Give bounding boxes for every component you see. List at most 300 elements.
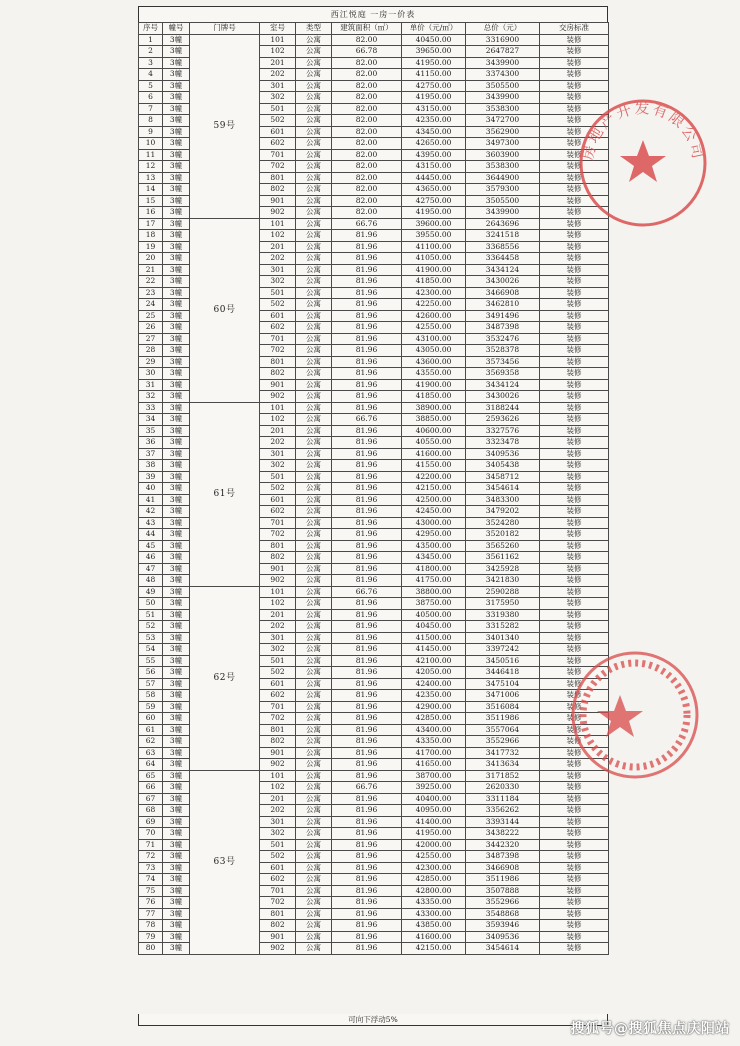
- room-cell: 701: [260, 149, 296, 161]
- type-cell: 公寓: [296, 402, 332, 414]
- total-price-cell: 3442320: [466, 839, 540, 851]
- unit-price-cell: 42900.00: [402, 701, 466, 713]
- type-cell: 公寓: [296, 897, 332, 909]
- room-cell: 701: [260, 333, 296, 345]
- building-cell: 3幢: [163, 92, 190, 104]
- delivery-standard-cell: 装修: [540, 828, 609, 840]
- area-cell: 82.00: [332, 34, 402, 46]
- serial-cell: 80: [139, 943, 163, 955]
- unit-price-cell: 41900.00: [402, 379, 466, 391]
- serial-cell: 28: [139, 345, 163, 357]
- serial-cell: 48: [139, 575, 163, 587]
- type-cell: 公寓: [296, 632, 332, 644]
- total-price-cell: 3439900: [466, 92, 540, 104]
- total-price-cell: 3397242: [466, 644, 540, 656]
- area-cell: 81.96: [332, 805, 402, 817]
- delivery-standard-cell: 装修: [540, 80, 609, 92]
- area-cell: 82.00: [332, 161, 402, 173]
- building-cell: 3幢: [163, 437, 190, 449]
- room-cell: 601: [260, 310, 296, 322]
- room-cell: 301: [260, 80, 296, 92]
- serial-cell: 11: [139, 149, 163, 161]
- room-cell: 502: [260, 115, 296, 127]
- delivery-standard-cell: 装修: [540, 345, 609, 357]
- price-table: [138, 22, 609, 955]
- type-cell: 公寓: [296, 345, 332, 357]
- type-cell: 公寓: [296, 690, 332, 702]
- area-cell: 81.96: [332, 598, 402, 610]
- unit-number-cell: 60号: [190, 218, 260, 402]
- room-cell: 602: [260, 138, 296, 150]
- total-price-cell: 3487398: [466, 851, 540, 863]
- delivery-standard-cell: 装修: [540, 713, 609, 725]
- type-cell: 公寓: [296, 414, 332, 426]
- room-cell: 101: [260, 586, 296, 598]
- delivery-standard-cell: 装修: [540, 414, 609, 426]
- unit-price-cell: 42200.00: [402, 471, 466, 483]
- serial-cell: 23: [139, 287, 163, 299]
- serial-cell: 68: [139, 805, 163, 817]
- serial-cell: 17: [139, 218, 163, 230]
- building-cell: 3幢: [163, 816, 190, 828]
- delivery-standard-cell: 装修: [540, 184, 609, 196]
- header-cell: 单价（元/㎡）: [402, 23, 466, 35]
- room-cell: 302: [260, 460, 296, 472]
- delivery-standard-cell: 装修: [540, 839, 609, 851]
- total-price-cell: 3458712: [466, 471, 540, 483]
- room-cell: 601: [260, 862, 296, 874]
- serial-cell: 58: [139, 690, 163, 702]
- building-cell: 3幢: [163, 747, 190, 759]
- building-cell: 3幢: [163, 448, 190, 460]
- seal-text: 房地产开发有限公司: [578, 98, 708, 162]
- serial-cell: 38: [139, 460, 163, 472]
- type-cell: 公寓: [296, 667, 332, 679]
- room-cell: 702: [260, 897, 296, 909]
- total-price-cell: 3188244: [466, 402, 540, 414]
- type-cell: 公寓: [296, 483, 332, 495]
- unit-price-cell: 42750.00: [402, 195, 466, 207]
- unit-price-cell: 42950.00: [402, 529, 466, 541]
- area-cell: 81.96: [332, 540, 402, 552]
- delivery-standard-cell: 装修: [540, 529, 609, 541]
- serial-cell: 52: [139, 621, 163, 633]
- room-cell: 901: [260, 379, 296, 391]
- building-cell: 3幢: [163, 724, 190, 736]
- room-cell: 201: [260, 793, 296, 805]
- total-price-cell: 3171852: [466, 770, 540, 782]
- area-cell: 81.96: [332, 885, 402, 897]
- delivery-standard-cell: 装修: [540, 195, 609, 207]
- area-cell: 81.96: [332, 230, 402, 242]
- room-cell: 901: [260, 931, 296, 943]
- table-row: [139, 402, 609, 414]
- room-cell: 601: [260, 678, 296, 690]
- building-cell: 3幢: [163, 379, 190, 391]
- serial-cell: 16: [139, 207, 163, 219]
- unit-price-cell: 38850.00: [402, 414, 466, 426]
- type-cell: 公寓: [296, 471, 332, 483]
- total-price-cell: 3430026: [466, 391, 540, 403]
- total-price-cell: 3472700: [466, 115, 540, 127]
- building-cell: 3幢: [163, 483, 190, 495]
- area-cell: 82.00: [332, 149, 402, 161]
- area-cell: 81.96: [332, 908, 402, 920]
- building-cell: 3幢: [163, 69, 190, 81]
- total-price-cell: 3483300: [466, 494, 540, 506]
- total-price-cell: 3413634: [466, 759, 540, 771]
- room-cell: 102: [260, 414, 296, 426]
- serial-cell: 6: [139, 92, 163, 104]
- area-cell: 82.00: [332, 69, 402, 81]
- room-cell: 901: [260, 563, 296, 575]
- unit-price-cell: 43150.00: [402, 103, 466, 115]
- building-cell: 3幢: [163, 885, 190, 897]
- room-cell: 501: [260, 103, 296, 115]
- area-cell: 81.96: [332, 874, 402, 886]
- area-cell: 81.96: [332, 299, 402, 311]
- delivery-standard-cell: 装修: [540, 138, 609, 150]
- delivery-standard-cell: 装修: [540, 862, 609, 874]
- total-price-cell: 3439900: [466, 207, 540, 219]
- delivery-standard-cell: 装修: [540, 46, 609, 58]
- type-cell: 公寓: [296, 460, 332, 472]
- serial-cell: 43: [139, 517, 163, 529]
- serial-cell: 40: [139, 483, 163, 495]
- unit-price-cell: 40600.00: [402, 425, 466, 437]
- delivery-standard-cell: 装修: [540, 759, 609, 771]
- total-price-cell: 3401340: [466, 632, 540, 644]
- total-price-cell: 3573456: [466, 356, 540, 368]
- building-cell: 3幢: [163, 793, 190, 805]
- delivery-standard-cell: 装修: [540, 230, 609, 242]
- room-cell: 601: [260, 126, 296, 138]
- total-price-cell: 3425928: [466, 563, 540, 575]
- area-cell: 82.00: [332, 80, 402, 92]
- room-cell: 702: [260, 529, 296, 541]
- serial-cell: 45: [139, 540, 163, 552]
- total-price-cell: 3593946: [466, 920, 540, 932]
- serial-cell: 30: [139, 368, 163, 380]
- type-cell: 公寓: [296, 184, 332, 196]
- type-cell: 公寓: [296, 552, 332, 564]
- building-cell: 3幢: [163, 138, 190, 150]
- delivery-standard-cell: 装修: [540, 575, 609, 587]
- area-cell: 81.96: [332, 851, 402, 863]
- area-cell: 81.96: [332, 862, 402, 874]
- building-cell: 3幢: [163, 287, 190, 299]
- delivery-standard-cell: 装修: [540, 690, 609, 702]
- area-cell: 66.76: [332, 782, 402, 794]
- table-row: [139, 770, 609, 782]
- total-price-cell: 2647827: [466, 46, 540, 58]
- serial-cell: 26: [139, 322, 163, 334]
- building-cell: 3幢: [163, 678, 190, 690]
- type-cell: 公寓: [296, 299, 332, 311]
- type-cell: 公寓: [296, 138, 332, 150]
- area-cell: 82.00: [332, 184, 402, 196]
- area-cell: 82.00: [332, 92, 402, 104]
- room-cell: 301: [260, 816, 296, 828]
- area-cell: 82.00: [332, 57, 402, 69]
- unit-price-cell: 42300.00: [402, 862, 466, 874]
- serial-cell: 14: [139, 184, 163, 196]
- total-price-cell: 3405438: [466, 460, 540, 472]
- total-price-cell: 3438222: [466, 828, 540, 840]
- area-cell: 81.96: [332, 460, 402, 472]
- delivery-standard-cell: 装修: [540, 287, 609, 299]
- serial-cell: 19: [139, 241, 163, 253]
- total-price-cell: 3409536: [466, 448, 540, 460]
- serial-cell: 21: [139, 264, 163, 276]
- delivery-standard-cell: 装修: [540, 598, 609, 610]
- total-price-cell: 3323478: [466, 437, 540, 449]
- area-cell: 81.96: [332, 264, 402, 276]
- serial-cell: 51: [139, 609, 163, 621]
- building-cell: 3幢: [163, 552, 190, 564]
- type-cell: 公寓: [296, 724, 332, 736]
- type-cell: 公寓: [296, 575, 332, 587]
- area-cell: 81.96: [332, 678, 402, 690]
- serial-cell: 41: [139, 494, 163, 506]
- area-cell: 81.96: [332, 644, 402, 656]
- unit-price-cell: 43350.00: [402, 897, 466, 909]
- unit-price-cell: 41950.00: [402, 207, 466, 219]
- building-cell: 3幢: [163, 839, 190, 851]
- delivery-standard-cell: 装修: [540, 310, 609, 322]
- serial-cell: 53: [139, 632, 163, 644]
- serial-cell: 59: [139, 701, 163, 713]
- building-cell: 3幢: [163, 828, 190, 840]
- type-cell: 公寓: [296, 816, 332, 828]
- total-price-cell: 3462810: [466, 299, 540, 311]
- type-cell: 公寓: [296, 839, 332, 851]
- room-cell: 902: [260, 391, 296, 403]
- room-cell: 602: [260, 690, 296, 702]
- type-cell: 公寓: [296, 517, 332, 529]
- area-cell: 81.96: [332, 379, 402, 391]
- total-price-cell: 3487398: [466, 322, 540, 334]
- room-cell: 101: [260, 34, 296, 46]
- area-cell: 81.96: [332, 575, 402, 587]
- room-cell: 902: [260, 759, 296, 771]
- type-cell: 公寓: [296, 747, 332, 759]
- building-cell: 3幢: [163, 414, 190, 426]
- delivery-standard-cell: 装修: [540, 920, 609, 932]
- total-price-cell: 3552966: [466, 736, 540, 748]
- delivery-standard-cell: 装修: [540, 149, 609, 161]
- type-cell: 公寓: [296, 851, 332, 863]
- total-price-cell: 3538300: [466, 161, 540, 173]
- room-cell: 102: [260, 230, 296, 242]
- serial-cell: 76: [139, 897, 163, 909]
- serial-cell: 2: [139, 46, 163, 58]
- unit-price-cell: 38900.00: [402, 402, 466, 414]
- type-cell: 公寓: [296, 644, 332, 656]
- serial-cell: 27: [139, 333, 163, 345]
- building-cell: 3幢: [163, 460, 190, 472]
- delivery-standard-cell: 装修: [540, 885, 609, 897]
- type-cell: 公寓: [296, 805, 332, 817]
- room-cell: 802: [260, 368, 296, 380]
- building-cell: 3幢: [163, 494, 190, 506]
- total-price-cell: 2590288: [466, 586, 540, 598]
- area-cell: 66.76: [332, 414, 402, 426]
- total-price-cell: 3475104: [466, 678, 540, 690]
- area-cell: 81.96: [332, 701, 402, 713]
- unit-price-cell: 41850.00: [402, 276, 466, 288]
- unit-price-cell: 42050.00: [402, 667, 466, 679]
- area-cell: 81.96: [332, 839, 402, 851]
- building-cell: 3幢: [163, 621, 190, 633]
- type-cell: 公寓: [296, 862, 332, 874]
- building-cell: 3幢: [163, 897, 190, 909]
- area-cell: 81.96: [332, 667, 402, 679]
- type-cell: 公寓: [296, 391, 332, 403]
- building-cell: 3幢: [163, 770, 190, 782]
- header-cell: 序号: [139, 23, 163, 35]
- area-cell: 66.76: [332, 218, 402, 230]
- total-price-cell: 3430026: [466, 276, 540, 288]
- serial-cell: 9: [139, 126, 163, 138]
- serial-cell: 77: [139, 908, 163, 920]
- room-cell: 502: [260, 667, 296, 679]
- type-cell: 公寓: [296, 931, 332, 943]
- delivery-standard-cell: 装修: [540, 460, 609, 472]
- type-cell: 公寓: [296, 506, 332, 518]
- type-cell: 公寓: [296, 368, 332, 380]
- area-cell: 81.96: [332, 529, 402, 541]
- area-cell: 81.96: [332, 368, 402, 380]
- unit-price-cell: 42300.00: [402, 287, 466, 299]
- room-cell: 801: [260, 908, 296, 920]
- delivery-standard-cell: 装修: [540, 333, 609, 345]
- room-cell: 801: [260, 356, 296, 368]
- area-cell: 81.96: [332, 287, 402, 299]
- unit-price-cell: 43600.00: [402, 356, 466, 368]
- delivery-standard-cell: 装修: [540, 586, 609, 598]
- room-cell: 202: [260, 253, 296, 265]
- area-cell: 81.96: [332, 690, 402, 702]
- building-cell: 3幢: [163, 690, 190, 702]
- room-cell: 102: [260, 782, 296, 794]
- delivery-standard-cell: 装修: [540, 943, 609, 955]
- serial-cell: 4: [139, 69, 163, 81]
- type-cell: 公寓: [296, 908, 332, 920]
- delivery-standard-cell: 装修: [540, 299, 609, 311]
- type-cell: 公寓: [296, 943, 332, 955]
- total-price-cell: 3497300: [466, 138, 540, 150]
- building-cell: 3幢: [163, 115, 190, 127]
- area-cell: 81.96: [332, 609, 402, 621]
- table-row: [139, 34, 609, 46]
- total-price-cell: 3528378: [466, 345, 540, 357]
- total-price-cell: 3421830: [466, 575, 540, 587]
- type-cell: 公寓: [296, 161, 332, 173]
- serial-cell: 31: [139, 379, 163, 391]
- serial-cell: 25: [139, 310, 163, 322]
- delivery-standard-cell: 装修: [540, 517, 609, 529]
- room-cell: 702: [260, 345, 296, 357]
- building-cell: 3幢: [163, 103, 190, 115]
- delivery-standard-cell: 装修: [540, 609, 609, 621]
- room-cell: 702: [260, 161, 296, 173]
- building-cell: 3幢: [163, 782, 190, 794]
- room-cell: 902: [260, 575, 296, 587]
- header-cell: 类型: [296, 23, 332, 35]
- unit-price-cell: 40550.00: [402, 437, 466, 449]
- building-cell: 3幢: [163, 598, 190, 610]
- serial-cell: 42: [139, 506, 163, 518]
- type-cell: 公寓: [296, 69, 332, 81]
- building-cell: 3幢: [163, 241, 190, 253]
- star-icon: [597, 695, 643, 737]
- delivery-standard-cell: 装修: [540, 908, 609, 920]
- delivery-standard-cell: 装修: [540, 506, 609, 518]
- unit-price-cell: 39550.00: [402, 230, 466, 242]
- unit-price-cell: 38750.00: [402, 598, 466, 610]
- unit-price-cell: 39650.00: [402, 46, 466, 58]
- building-cell: 3幢: [163, 356, 190, 368]
- type-cell: 公寓: [296, 322, 332, 334]
- room-cell: 802: [260, 736, 296, 748]
- unit-number-cell: 59号: [190, 34, 260, 218]
- unit-price-cell: 41450.00: [402, 644, 466, 656]
- total-price-cell: 3579300: [466, 184, 540, 196]
- building-cell: 3幢: [163, 195, 190, 207]
- delivery-standard-cell: 装修: [540, 782, 609, 794]
- serial-cell: 61: [139, 724, 163, 736]
- delivery-standard-cell: 装修: [540, 402, 609, 414]
- header-cell: 室号: [260, 23, 296, 35]
- type-cell: 公寓: [296, 34, 332, 46]
- unit-number-cell: 63号: [190, 770, 260, 954]
- total-price-cell: 3454614: [466, 483, 540, 495]
- footer-note: 可向下浮动5%: [138, 1014, 608, 1026]
- unit-price-cell: 41400.00: [402, 816, 466, 828]
- serial-cell: 49: [139, 586, 163, 598]
- area-cell: 81.96: [332, 241, 402, 253]
- unit-price-cell: 42600.00: [402, 310, 466, 322]
- building-cell: 3幢: [163, 563, 190, 575]
- total-price-cell: 3516084: [466, 701, 540, 713]
- total-price-cell: 3511986: [466, 874, 540, 886]
- total-price-cell: 3524280: [466, 517, 540, 529]
- area-cell: 81.96: [332, 448, 402, 460]
- delivery-standard-cell: 装修: [540, 897, 609, 909]
- unit-price-cell: 42100.00: [402, 655, 466, 667]
- room-cell: 202: [260, 437, 296, 449]
- unit-price-cell: 41500.00: [402, 632, 466, 644]
- delivery-standard-cell: 装修: [540, 218, 609, 230]
- star-icon: [620, 140, 666, 182]
- total-price-cell: 3175950: [466, 598, 540, 610]
- building-cell: 3幢: [163, 609, 190, 621]
- serial-cell: 13: [139, 172, 163, 184]
- serial-cell: 47: [139, 563, 163, 575]
- delivery-standard-cell: 装修: [540, 655, 609, 667]
- total-price-cell: 2620330: [466, 782, 540, 794]
- total-price-cell: 3603900: [466, 149, 540, 161]
- serial-cell: 46: [139, 552, 163, 564]
- type-cell: 公寓: [296, 115, 332, 127]
- unit-price-cell: 39600.00: [402, 218, 466, 230]
- type-cell: 公寓: [296, 885, 332, 897]
- total-price-cell: 3368556: [466, 241, 540, 253]
- unit-price-cell: 43950.00: [402, 149, 466, 161]
- building-cell: 3幢: [163, 218, 190, 230]
- total-price-cell: 3311184: [466, 793, 540, 805]
